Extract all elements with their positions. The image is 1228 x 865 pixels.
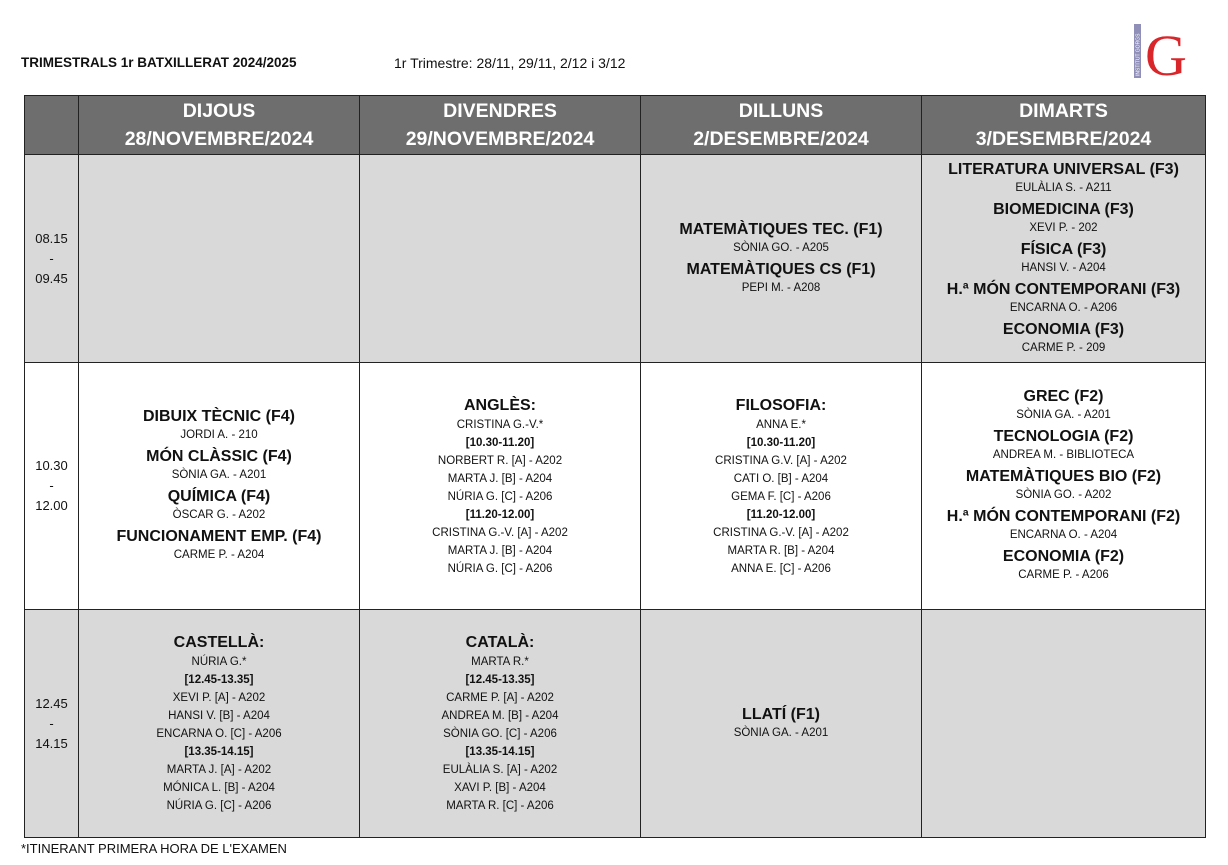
- exam-cell: [360, 610, 641, 838]
- itinerant-teacher: ANNA E.*: [756, 418, 806, 431]
- exam-subject: MATEMÀTIQUES TEC. (F1): [679, 220, 883, 238]
- exam-teacher-room: HANSI V. - A204: [1021, 261, 1106, 274]
- exam-teacher-room: CARME P. - 209: [1021, 341, 1106, 354]
- time-slot-label: [11.20-12.00]: [465, 508, 535, 521]
- time-separator: -: [49, 478, 54, 493]
- exam-subject: ANGLÈS:: [464, 396, 536, 414]
- exam-teacher-room: PEPI M. - A208: [741, 281, 821, 294]
- exam-subject: H.ª MÓN CONTEMPORANI (F3): [946, 280, 1181, 298]
- exam-teacher-room: EULÀLIA S. - A211: [1015, 181, 1112, 194]
- time-slot-row: [25, 363, 1206, 610]
- exam-teacher-room: ENCARNA O. - A206: [1009, 301, 1118, 314]
- exam-teacher-room: SÒNIA GA. - A201: [171, 469, 267, 481]
- exam-cell: [79, 155, 360, 363]
- time-slot-label: [13.35-14.15]: [465, 746, 535, 758]
- time-slot-label: [12.45-13.35]: [465, 674, 535, 686]
- itinerant-teacher: MARTA R.*: [471, 656, 529, 668]
- exam-teacher-room: SÒNIA GO. - A205: [733, 241, 829, 254]
- day-header-dimarts: DIMARTS 3/DESEMBRE/2024: [922, 96, 1206, 155]
- group-assignment: MARTA J. [A] - A202: [166, 764, 272, 776]
- group-assignment: SÒNIA GO. [C] - A206: [443, 728, 557, 740]
- group-assignment: ANDREA M. [B] - A204: [441, 710, 559, 722]
- exam-teacher-room: CARME P. - A204: [173, 549, 265, 561]
- group-assignment: CRISTINA G.-V. [A] - A202: [432, 526, 568, 539]
- exam-teacher-room: SÒNIA GA. - A201: [1016, 409, 1111, 421]
- exam-subject: DIBUIX TÈCNIC (F4): [143, 408, 295, 425]
- time-end: 09.45: [35, 270, 68, 286]
- exam-teacher-room: SÒNIA GO. - A202: [1015, 489, 1112, 501]
- svg-text:G: G: [1145, 23, 1187, 80]
- exam-teacher-room: ENCARNA O. - A204: [1009, 529, 1118, 541]
- exam-cell: [922, 610, 1206, 838]
- time-slot-label: [12.45-13.35]: [184, 674, 254, 686]
- exam-cell: [79, 363, 360, 610]
- day-header-dijous: DIJOUS 28/NOVEMBRE/2024: [79, 96, 360, 155]
- day-header-dilluns: DILLUNS 2/DESEMBRE/2024: [641, 96, 922, 155]
- time-start: 08.15: [35, 230, 68, 246]
- exam-subject: GREC (F2): [1023, 388, 1104, 405]
- exam-cell: [922, 363, 1206, 610]
- exam-subject: H.ª MÓN CONTEMPORANI (F2): [946, 508, 1181, 525]
- group-assignment: GEMA F. [C] - A206: [731, 490, 831, 503]
- group-assignment: ENCARNA O. [C] - A206: [156, 728, 282, 740]
- exam-subject: MATEMÀTIQUES BIO (F2): [965, 468, 1162, 485]
- group-assignment: XEVI P. [A] - A202: [172, 692, 266, 704]
- group-assignment: CRISTINA G.-V. [A] - A202: [713, 526, 849, 539]
- time-slot-row: [25, 610, 1206, 838]
- itinerant-teacher: CRISTINA G.-V.*: [456, 418, 544, 431]
- group-assignment: MARTA R. [C] - A206: [446, 800, 554, 812]
- group-assignment: HANSI V. [B] - A204: [168, 710, 270, 722]
- group-assignment: CRISTINA G.V. [A] - A202: [715, 454, 847, 467]
- group-assignment: NÚRIA G. [C] - A206: [447, 490, 553, 503]
- exam-cell: [922, 155, 1206, 363]
- exam-subject: LLATÍ (F1): [742, 705, 820, 723]
- group-assignment: NORBERT R. [A] - A202: [437, 454, 563, 467]
- group-assignment: ANNA E. [C] - A206: [731, 562, 831, 575]
- time-slot-row: [25, 155, 1206, 363]
- group-assignment: NÚRIA G. [C] - A206: [166, 800, 272, 812]
- exam-subject: FILOSOFIA:: [735, 396, 827, 414]
- time-slot-label: [10.30-11.20]: [746, 436, 816, 449]
- exam-teacher-room: XEVI P. - 202: [1029, 221, 1098, 234]
- time-slot-cell: [25, 155, 79, 363]
- exam-teacher-room: CARME P. - A206: [1018, 569, 1109, 581]
- group-assignment: XAVI P. [B] - A204: [454, 782, 546, 794]
- group-assignment: NÚRIA G. [C] - A206: [447, 562, 553, 575]
- exam-subject: CASTELLÀ:: [173, 634, 265, 651]
- exam-cell: [79, 610, 360, 838]
- exam-cell: [641, 363, 922, 610]
- exam-subject: ECONOMIA (F2): [1002, 548, 1125, 565]
- institut-gorgs-logo: [1132, 20, 1196, 80]
- time-slot-label: [11.20-12.00]: [746, 508, 816, 521]
- exam-cell: [360, 155, 641, 363]
- exam-subject: BIOMEDICINA (F3): [993, 200, 1134, 218]
- time-end: 14.15: [35, 735, 68, 751]
- exam-subject: TECNOLOGIA (F2): [993, 428, 1134, 445]
- exam-teacher-room: ÒSCAR G. - A202: [172, 509, 266, 521]
- time-slot-cell: [25, 610, 79, 838]
- time-slot-label: [13.35-14.15]: [184, 746, 254, 758]
- exam-subject: CATALÀ:: [465, 634, 535, 651]
- exam-subject: FÍSICA (F3): [1020, 240, 1107, 258]
- time-slot-cell: [25, 363, 79, 610]
- exam-cell: [641, 610, 922, 838]
- group-assignment: MARTA R. [B] - A204: [727, 544, 835, 557]
- itinerant-teacher: NÚRIA G.*: [191, 656, 247, 668]
- exam-teacher-room: JORDI A. - 210: [180, 429, 258, 441]
- exam-subject: QUÍMICA (F4): [167, 488, 271, 505]
- group-assignment: EULÀLIA S. [A] - A202: [442, 764, 558, 776]
- time-slot-label: [10.30-11.20]: [465, 436, 535, 449]
- exam-cell: [641, 155, 922, 363]
- exam-subject: LITERATURA UNIVERSAL (F3): [948, 160, 1179, 178]
- exam-subject: MATEMÀTIQUES CS (F1): [686, 260, 876, 278]
- group-assignment: CARME P. [A] - A202: [446, 692, 554, 704]
- exam-subject: ECONOMIA (F3): [1002, 320, 1125, 338]
- time-separator: -: [49, 715, 54, 731]
- time-separator: -: [49, 250, 54, 266]
- group-assignment: MÓNICA L. [B] - A204: [163, 782, 275, 794]
- exam-teacher-room: ANDREA M. - BIBLIOTECA: [992, 449, 1135, 461]
- trimester-dates: 1r Trimestre: 28/11, 29/11, 2/12 i 3/12: [394, 55, 626, 71]
- exam-subject: FUNCIONAMENT EMP. (F4): [116, 528, 322, 545]
- svg-text:INSTITUT GORGS: INSTITUT GORGS: [1135, 33, 1142, 76]
- time-start: 10.30: [35, 458, 68, 473]
- group-assignment: MARTA J. [B] - A204: [447, 472, 553, 485]
- exam-teacher-room: SÒNIA GA. - A201: [733, 726, 829, 739]
- day-header-row: [25, 96, 1206, 155]
- footnote: *ITINERANT PRIMERA HORA DE L'EXAMEN: [21, 841, 287, 856]
- group-assignment: CATI O. [B] - A204: [733, 472, 829, 485]
- time-start: 12.45: [35, 695, 68, 711]
- exam-schedule-table: [24, 95, 1206, 838]
- group-assignment: MARTA J. [B] - A204: [447, 544, 553, 557]
- exam-cell: [360, 363, 641, 610]
- time-end: 12.00: [35, 498, 68, 513]
- day-header-divendres: DIVENDRES 29/NOVEMBRE/2024: [360, 96, 641, 155]
- document-title: TRIMESTRALS 1r BATXILLERAT 2024/2025: [21, 55, 297, 70]
- exam-subject: MÓN CLÀSSIC (F4): [146, 448, 292, 465]
- header-corner: [25, 96, 79, 155]
